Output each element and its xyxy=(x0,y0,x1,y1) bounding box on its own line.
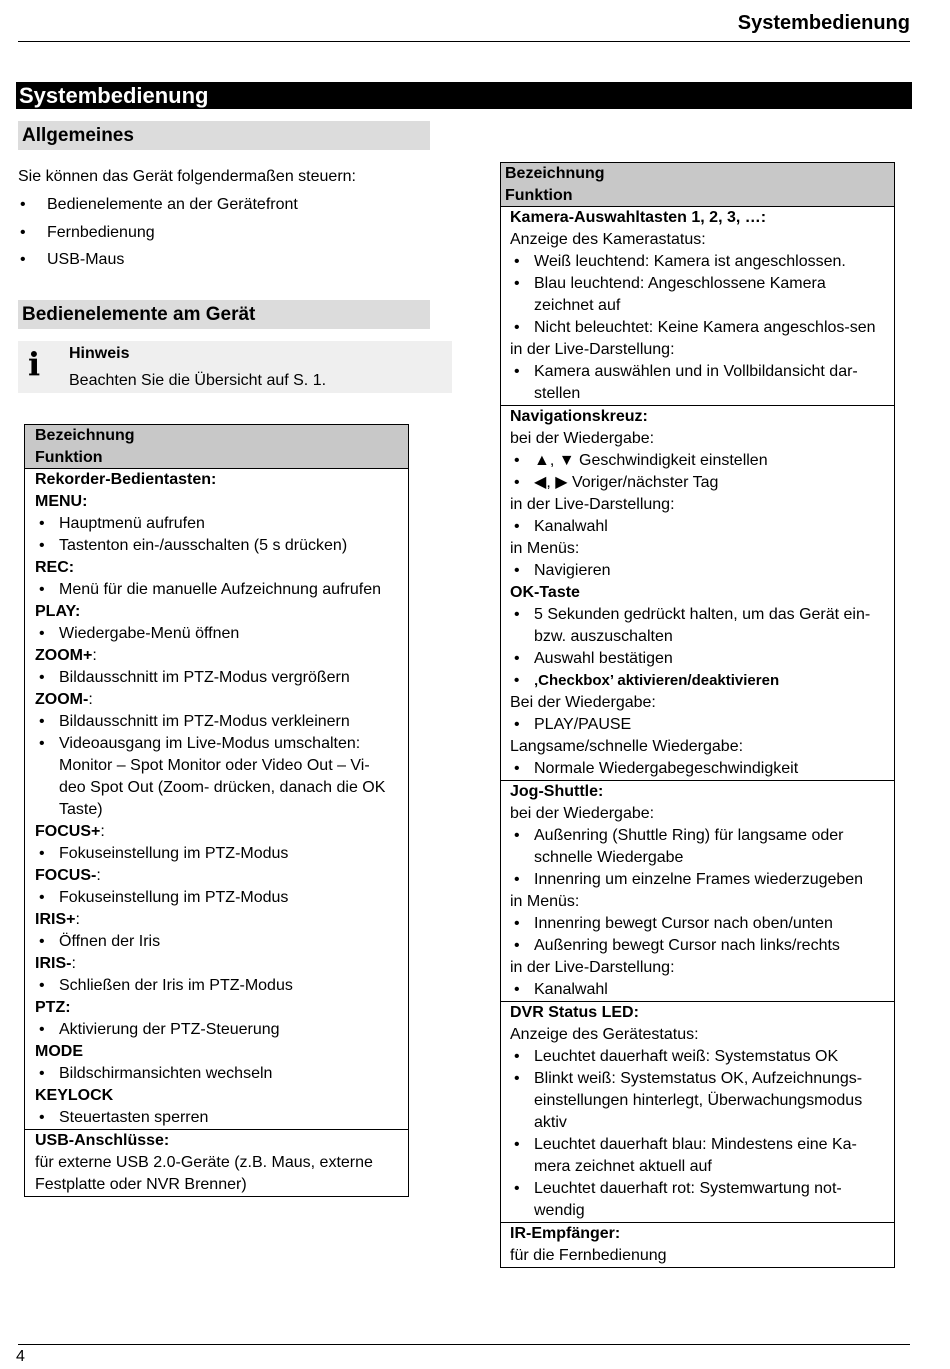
key-colon: : xyxy=(96,867,101,884)
key-colon: : xyxy=(100,823,105,840)
header-rule xyxy=(18,41,910,42)
list-item: • Auswahl bestätigen xyxy=(510,648,888,670)
row-label: Langsame/schnelle Wiedergabe: xyxy=(510,738,744,755)
list-item: • USB-Maus xyxy=(18,246,356,274)
key-list xyxy=(35,931,402,953)
header-funktion: Funktion xyxy=(505,186,573,204)
row-title: Jog-Shuttle: xyxy=(510,783,604,800)
info-icon: i xyxy=(28,345,41,383)
list-item: • Bedienelemente an der Gerätefront xyxy=(18,191,356,219)
row-label: in der Live-Darstellung: xyxy=(510,496,675,513)
list-item: • Weiß leuchtend: Kamera ist angeschlossen. xyxy=(510,251,888,273)
jog-menu-list xyxy=(510,913,888,957)
key-label: PTZ: xyxy=(35,999,71,1016)
row-text: für externe USB 2.0-Geräte (z.B. Maus, externe Festplatte oder NVR Brenner) xyxy=(35,1154,373,1193)
ok-playback-list xyxy=(510,714,888,736)
list-item: • Innenring bewegt Cursor nach oben/unten xyxy=(510,913,888,935)
note-text: Beachten Sie die Übersicht auf S. 1. xyxy=(69,372,327,389)
row-title: DVR Status LED: xyxy=(510,1004,639,1021)
list-item: • Leuchtet dauerhaft rot: Systemwartung not-wendig xyxy=(510,1178,888,1222)
key-list xyxy=(35,623,402,645)
intro-text: Sie können das Gerät folgendermaßen steuern: xyxy=(18,168,356,185)
key-list xyxy=(35,975,402,997)
arrow-up-icon: ▲ xyxy=(534,452,550,469)
list-item: • Innenring um einzelne Frames wiederzugeben xyxy=(510,869,888,891)
list-item: • Außenring (Shuttle Ring) für langsame oder schnelle Wiedergabe xyxy=(510,825,888,869)
key-label-line xyxy=(35,821,402,843)
list-item: • Kamera auswählen und in Vollbildansicht dar-stellen xyxy=(510,361,888,405)
key-colon: : xyxy=(88,691,93,708)
key-list xyxy=(35,1019,402,1041)
nav-live-list xyxy=(510,516,888,538)
key-colon: : xyxy=(71,955,76,972)
list-item: • Schließen der Iris im PTZ-Modus xyxy=(35,975,402,997)
list-item: • ‚Checkbox’ aktivieren/deaktivieren xyxy=(510,670,888,692)
list-item: • 5 Sekunden gedrückt halten, um das Gerät ein- bzw. auszuschalten xyxy=(510,604,888,648)
day-text: Voriger/nächster Tag xyxy=(571,474,719,491)
key-label: ZOOM+ xyxy=(35,647,93,664)
key-label-line xyxy=(35,909,402,931)
separator: , xyxy=(546,474,551,491)
row-title: USB-Anschlüsse: xyxy=(35,1132,170,1149)
list-item: • Wiedergabe-Menü öffnen xyxy=(35,623,402,645)
row-label: in der Live-Darstellung: xyxy=(510,959,675,976)
row-label: Anzeige des Kamerastatus: xyxy=(510,231,706,248)
list-item: • Bildschirmansichten wechseln xyxy=(35,1063,402,1085)
row-label: in Menüs: xyxy=(510,893,580,910)
intro-list xyxy=(18,191,356,274)
jog-live-list xyxy=(510,979,888,1001)
dvr-list xyxy=(510,1046,888,1222)
key-label: KEYLOCK xyxy=(35,1087,114,1104)
key-label-line xyxy=(35,689,402,711)
controls-table-right xyxy=(500,162,895,1268)
list-item xyxy=(510,450,888,472)
ok-list xyxy=(510,604,888,692)
note-box xyxy=(18,341,452,393)
table-row xyxy=(501,405,894,780)
list-item: • Tastenton ein-/ausschalten (5 s drücken) xyxy=(35,535,402,557)
table-row xyxy=(25,1129,408,1196)
subsection-bedienelemente: Bedienelemente am Gerät xyxy=(18,300,430,329)
key-label: MODE xyxy=(35,1043,83,1060)
row-label: in Menüs: xyxy=(510,540,580,557)
slowfast-list xyxy=(510,758,888,780)
table-row xyxy=(501,1222,894,1267)
row-label: Bei der Wiedergabe: xyxy=(510,694,656,711)
row-label: Anzeige des Gerätestatus: xyxy=(510,1026,699,1043)
row-text: für die Fernbedienung xyxy=(510,1247,667,1264)
arrow-left-icon: ◀ xyxy=(534,474,547,491)
key-label-line xyxy=(35,865,402,887)
key-list xyxy=(35,1107,402,1129)
table-header xyxy=(25,425,408,469)
list-item: • Steuertasten sperren xyxy=(35,1107,402,1129)
controls-table-left xyxy=(24,424,409,1197)
key-list xyxy=(35,667,402,689)
list-item: • Blau leuchtend: Angeschlossene Kamera zeichnet auf xyxy=(510,273,888,317)
row-title: Navigationskreuz: xyxy=(510,408,648,425)
header-bezeichnung: Bezeichnung xyxy=(505,165,605,182)
key-label: FOCUS+ xyxy=(35,823,101,840)
list-item: • Menü für die manuelle Aufzeichnung aufrufen xyxy=(35,579,402,601)
key-colon: : xyxy=(92,647,97,664)
list-item: • Fokuseinstellung im PTZ-Modus xyxy=(35,843,402,865)
key-label-line xyxy=(35,645,402,667)
table-row xyxy=(25,469,408,1129)
key-list xyxy=(35,843,402,865)
arrow-right-icon: ▶ xyxy=(555,474,568,491)
speed-text: Geschwindigkeit einstellen xyxy=(579,452,768,469)
ok-title: OK-Taste xyxy=(510,584,580,601)
key-label-line xyxy=(35,953,402,975)
row-label: bei der Wiedergabe: xyxy=(510,805,655,822)
list-item: • Hauptmenü aufrufen xyxy=(35,513,402,535)
arrow-down-icon: ▼ xyxy=(558,452,575,469)
row-title: IR-Empfänger: xyxy=(510,1225,621,1242)
key-colon: : xyxy=(75,911,80,928)
row-label: bei der Wiedergabe: xyxy=(510,430,655,447)
list-item: • Navigieren xyxy=(510,560,888,582)
list-item: • PLAY/PAUSE xyxy=(510,714,888,736)
list-item: • Leuchtet dauerhaft blau: Mindestens eine Ka-mera zeichnet aktuell auf xyxy=(510,1134,888,1178)
note-title: Hinweis xyxy=(69,345,130,362)
list-item: • Nicht beleuchtet: Keine Kamera angeschlos-sen xyxy=(510,317,888,339)
key-list xyxy=(35,513,402,557)
list-item: • Bildausschnitt im PTZ-Modus verkleinern xyxy=(35,711,402,733)
header-funktion: Funktion xyxy=(35,448,103,466)
list-item: • Fernbedienung xyxy=(18,219,356,247)
page-number: 4 xyxy=(16,1348,25,1365)
list-item: • Normale Wiedergabegeschwindigkeit xyxy=(510,758,888,780)
page-header-title: Systembedienung xyxy=(737,12,910,34)
key-label: ZOOM- xyxy=(35,691,89,708)
list-item: • Außenring bewegt Cursor nach links/rechts xyxy=(510,935,888,957)
list-item: • Videoausgang im Live-Modus umschalten: Monitor – Spot Monitor oder Video Out – Vi-deo Spot Out (Zoom- drücken, danach die OK Taste) xyxy=(35,733,402,821)
row-title: Rekorder-Bedientasten: xyxy=(35,471,217,488)
list-item xyxy=(510,472,888,494)
list-item: • Öffnen der Iris xyxy=(35,931,402,953)
table-row xyxy=(501,207,894,405)
intro-block xyxy=(18,166,356,274)
row-title: Kamera-Auswahltasten 1, 2, 3, …: xyxy=(510,209,767,226)
table-header xyxy=(501,163,894,207)
jog-playback-list xyxy=(510,825,888,891)
key-label: FOCUS- xyxy=(35,867,97,884)
list-item: • Bildausschnitt im PTZ-Modus vergrößern xyxy=(35,667,402,689)
key-label: IRIS+ xyxy=(35,911,76,928)
list-item: • Kanalwahl xyxy=(510,979,888,1001)
nav-playback-list xyxy=(510,450,888,494)
footer-rule xyxy=(18,1344,910,1345)
table-row xyxy=(501,1001,894,1222)
section-title-bar: Systembedienung xyxy=(16,82,912,109)
list-item: • Kanalwahl xyxy=(510,516,888,538)
list-item: • Fokuseinstellung im PTZ-Modus xyxy=(35,887,402,909)
row-label: in der Live-Darstellung: xyxy=(510,341,675,358)
separator: , xyxy=(549,452,555,469)
key-label: PLAY: xyxy=(35,603,81,620)
key-list xyxy=(35,579,402,601)
key-label: MENU: xyxy=(35,493,88,510)
nav-menu-list xyxy=(510,560,888,582)
key-list xyxy=(35,711,402,821)
status-list xyxy=(510,251,888,339)
live-list xyxy=(510,361,888,405)
list-item: • Leuchtet dauerhaft weiß: Systemstatus OK xyxy=(510,1046,888,1068)
subsection-allgemeines: Allgemeines xyxy=(18,121,430,150)
list-item: • Blinkt weiß: Systemstatus OK, Aufzeichnungs-einstellungen hinterlegt, Überwachungsmodus aktiv xyxy=(510,1068,888,1134)
table-row xyxy=(501,780,894,1001)
key-list xyxy=(35,1063,402,1085)
key-label: IRIS- xyxy=(35,955,72,972)
header-bezeichnung: Bezeichnung xyxy=(35,427,135,444)
list-item: • Aktivierung der PTZ-Steuerung xyxy=(35,1019,402,1041)
key-label: REC: xyxy=(35,559,75,576)
key-list xyxy=(35,887,402,909)
